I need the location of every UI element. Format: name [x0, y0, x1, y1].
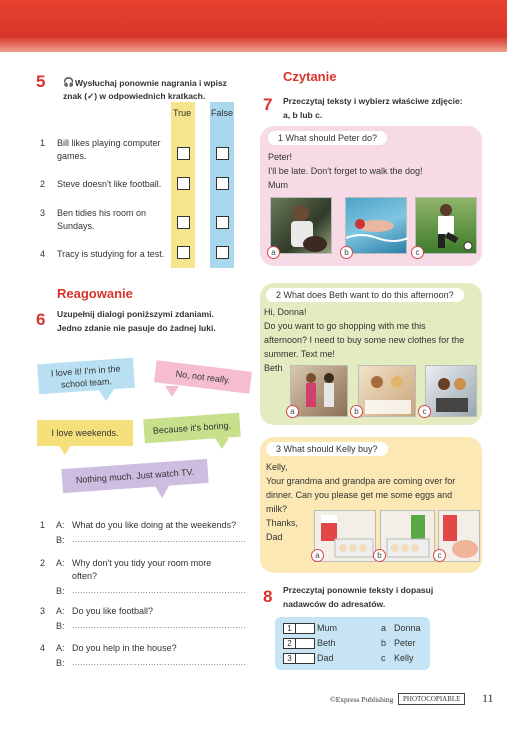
- dialogue-number: 2: [40, 558, 46, 568]
- card-3-line: Your grandma and grandpa are coming over for: [266, 476, 456, 486]
- ex5-item-text-cont: Sundays.: [57, 221, 95, 231]
- photo-computer: [425, 365, 477, 417]
- option-circle-a[interactable]: a: [286, 405, 299, 418]
- recipient-name: Kelly: [394, 653, 414, 663]
- ex5-item-number: 2: [40, 179, 46, 189]
- reagowanie-heading: Reagowanie: [57, 286, 133, 301]
- ex5-item-number: 4: [40, 249, 46, 259]
- bubble-1-line-2: school team.: [60, 376, 113, 390]
- bubble-1-tail: [98, 389, 114, 401]
- man-with-dog-illustration: [271, 198, 333, 255]
- option-circle-c[interactable]: c: [433, 549, 446, 562]
- speech-bubble-1: [37, 358, 135, 395]
- checkbox-false-2[interactable]: [216, 177, 229, 190]
- exercise-7-instruction-2: a, b lub c.: [283, 110, 323, 120]
- option-circle-b[interactable]: b: [340, 246, 353, 259]
- speech-bubble-2: No, not really.: [154, 360, 252, 394]
- card-2-question: 2 What does Beth want to do this afternoon?: [266, 288, 464, 302]
- juice-eggs-illustration: [381, 511, 436, 563]
- bubble-3-tail: [58, 444, 72, 455]
- checkbox-true-4[interactable]: [177, 246, 190, 259]
- exercise-8-number: 8: [263, 587, 273, 606]
- answer-box-2[interactable]: [295, 638, 315, 649]
- ex5-item-text-cont: games.: [57, 151, 87, 161]
- bubble-2-tail: [165, 386, 179, 397]
- sender-number-box: 1: [283, 623, 296, 634]
- bubble-5-tail: [155, 486, 169, 498]
- card-2-line: summer. Text me!: [264, 349, 335, 359]
- recipient-name: Peter: [394, 638, 416, 648]
- true-column-header: True: [173, 108, 192, 118]
- card-2-line: afternoon? I need to buy some new clothes for the: [264, 335, 465, 345]
- option-circle-a[interactable]: a: [267, 246, 280, 259]
- card-2-line: Beth: [264, 363, 283, 373]
- checkbox-true-3[interactable]: [177, 216, 190, 229]
- card-1-question: 1 What should Peter do?: [268, 131, 387, 145]
- dialogue-label-a: A:: [56, 520, 65, 530]
- option-circle-c[interactable]: c: [418, 405, 431, 418]
- checkbox-false-1[interactable]: [216, 147, 229, 160]
- photo-football: [415, 197, 477, 254]
- dialogue-question-cont: often?: [72, 571, 98, 581]
- bubble-4-tail: [215, 438, 229, 449]
- card-3-line: milk?: [266, 504, 288, 514]
- card-1-line: Peter!: [268, 152, 293, 162]
- dialogue-label-a: A:: [56, 643, 65, 653]
- bubble-1-line-1: I love it! I'm in the: [50, 363, 121, 379]
- dialogue-label-a: A:: [56, 558, 65, 568]
- ex5-item-number: 3: [40, 208, 46, 218]
- answer-box-3[interactable]: [295, 653, 315, 664]
- sender-number-box: 2: [283, 638, 296, 649]
- card-3-line: Kelly,: [266, 462, 288, 472]
- milk-eggs-illustration: [315, 511, 377, 563]
- checkbox-false-3[interactable]: [216, 216, 229, 229]
- speech-bubble-4: Because it's boring.: [143, 413, 240, 444]
- card-3-line: Dad: [266, 532, 283, 542]
- answer-line-3[interactable]: ................................................................: [72, 621, 247, 630]
- card-2-line: Hi, Donna!: [264, 307, 307, 317]
- answer-line-1[interactable]: ................................................................: [72, 535, 247, 544]
- exercise-8-instruction-1: Przeczytaj ponownie teksty i dopasuj: [283, 585, 434, 595]
- dialogue-label-b: B:: [56, 621, 65, 631]
- option-circle-b[interactable]: b: [350, 405, 363, 418]
- dialogue-label-a: A:: [56, 606, 65, 616]
- false-column-header: False: [211, 108, 234, 118]
- answer-line-4[interactable]: ................................................................: [72, 658, 247, 667]
- exercise-5-number: 5: [36, 72, 46, 91]
- exercise-5-instruction-1: Wysłuchaj ponownie nagrania i wpisz: [75, 78, 227, 88]
- recipient-letter: a: [381, 623, 387, 633]
- card-2-line: Do you want to go shopping with me this: [264, 321, 426, 331]
- exercise-6-instruction-2: Jedno zdanie nie pasuje do żadnej luki.: [57, 323, 216, 333]
- checkbox-true-2[interactable]: [177, 177, 190, 190]
- football-player-illustration: [416, 198, 478, 255]
- card-3-question: 3 What should Kelly buy?: [266, 442, 388, 456]
- exercise-7-instruction-1: Przeczytaj teksty i wybierz właściwe zdjęcie:: [283, 96, 463, 106]
- dialogue-label-b: B:: [56, 535, 65, 545]
- ex5-item-text: Ben tidies his room on: [57, 208, 147, 218]
- dialogue-question: Why don't you tidy your room more: [72, 558, 212, 568]
- recipient-letter: c: [381, 653, 386, 663]
- exercise-8-instruction-2: nadawców do adresatów.: [283, 599, 386, 609]
- checkbox-true-1[interactable]: [177, 147, 190, 160]
- recipient-letter: b: [381, 638, 387, 648]
- exercise-6-number: 6: [36, 310, 46, 329]
- czytanie-heading: Czytanie: [283, 69, 337, 84]
- dialogue-label-b: B:: [56, 658, 65, 668]
- ex5-item-text: Steve doesn't like football.: [57, 179, 162, 189]
- sender-name: Mum: [317, 623, 337, 633]
- publisher-credit: ©Express Publishing: [330, 695, 394, 704]
- sender-name: Dad: [317, 653, 334, 663]
- ex5-item-text: Tracy is studying for a test.: [57, 249, 165, 259]
- girls-at-computer-illustration: [426, 366, 478, 418]
- dialogue-number: 1: [40, 520, 46, 530]
- dialogue-number: 3: [40, 606, 46, 616]
- photo-cooking: [358, 365, 416, 417]
- photo-man-with-dog: [270, 197, 332, 254]
- photocopiable-badge: PHOTOCOPIABLE: [398, 693, 465, 705]
- exercise-6-instruction-1: Uzupełnij dialogi poniższymi zdaniami.: [57, 309, 214, 319]
- exercise-7-number: 7: [263, 95, 273, 114]
- card-3-line: dinner. Can you please get me some eggs and: [266, 490, 453, 500]
- answer-line-2[interactable]: ................................................................: [72, 586, 247, 595]
- dialogue-question: Do you help in the house?: [72, 643, 177, 653]
- ex5-item-number: 1: [40, 138, 46, 148]
- dialogue-label-b: B:: [56, 586, 65, 596]
- checkbox-false-4[interactable]: [216, 246, 229, 259]
- headphones-icon: 🎧: [63, 77, 75, 87]
- photo-juice-and-eggs: [380, 510, 435, 562]
- option-circle-c[interactable]: c: [411, 246, 424, 259]
- page-number: 11: [482, 691, 494, 705]
- card-1-line: I'll be late. Don't forget to walk the dog!: [268, 166, 423, 176]
- ex5-item-text: Bill likes playing computer: [57, 138, 161, 148]
- dialogue-question: Do you like football?: [72, 606, 154, 616]
- dialogue-number: 4: [40, 643, 46, 653]
- girls-shopping-illustration: [291, 366, 349, 418]
- card-3-line: Thanks,: [266, 518, 299, 528]
- speech-bubble-3: I love weekends.: [37, 420, 133, 446]
- speech-bubble-5: Nothing much. Just watch TV.: [61, 459, 208, 493]
- option-circle-b[interactable]: b: [373, 549, 386, 562]
- girls-in-kitchen-illustration: [359, 366, 417, 418]
- sender-number-box: 3: [283, 653, 296, 664]
- sender-name: Beth: [317, 638, 336, 648]
- swimmer-illustration: [346, 198, 408, 255]
- card-1-line: Mum: [268, 180, 288, 190]
- top-banner: [0, 0, 507, 52]
- option-circle-a[interactable]: a: [311, 549, 324, 562]
- answer-box-1[interactable]: [295, 623, 315, 634]
- exercise-5-instruction-2: znak (✓) w odpowiednich kratkach.: [63, 91, 206, 101]
- recipient-name: Donna: [394, 623, 421, 633]
- dialogue-question: What do you like doing at the weekends?: [72, 520, 237, 530]
- photo-swimming: [345, 197, 407, 254]
